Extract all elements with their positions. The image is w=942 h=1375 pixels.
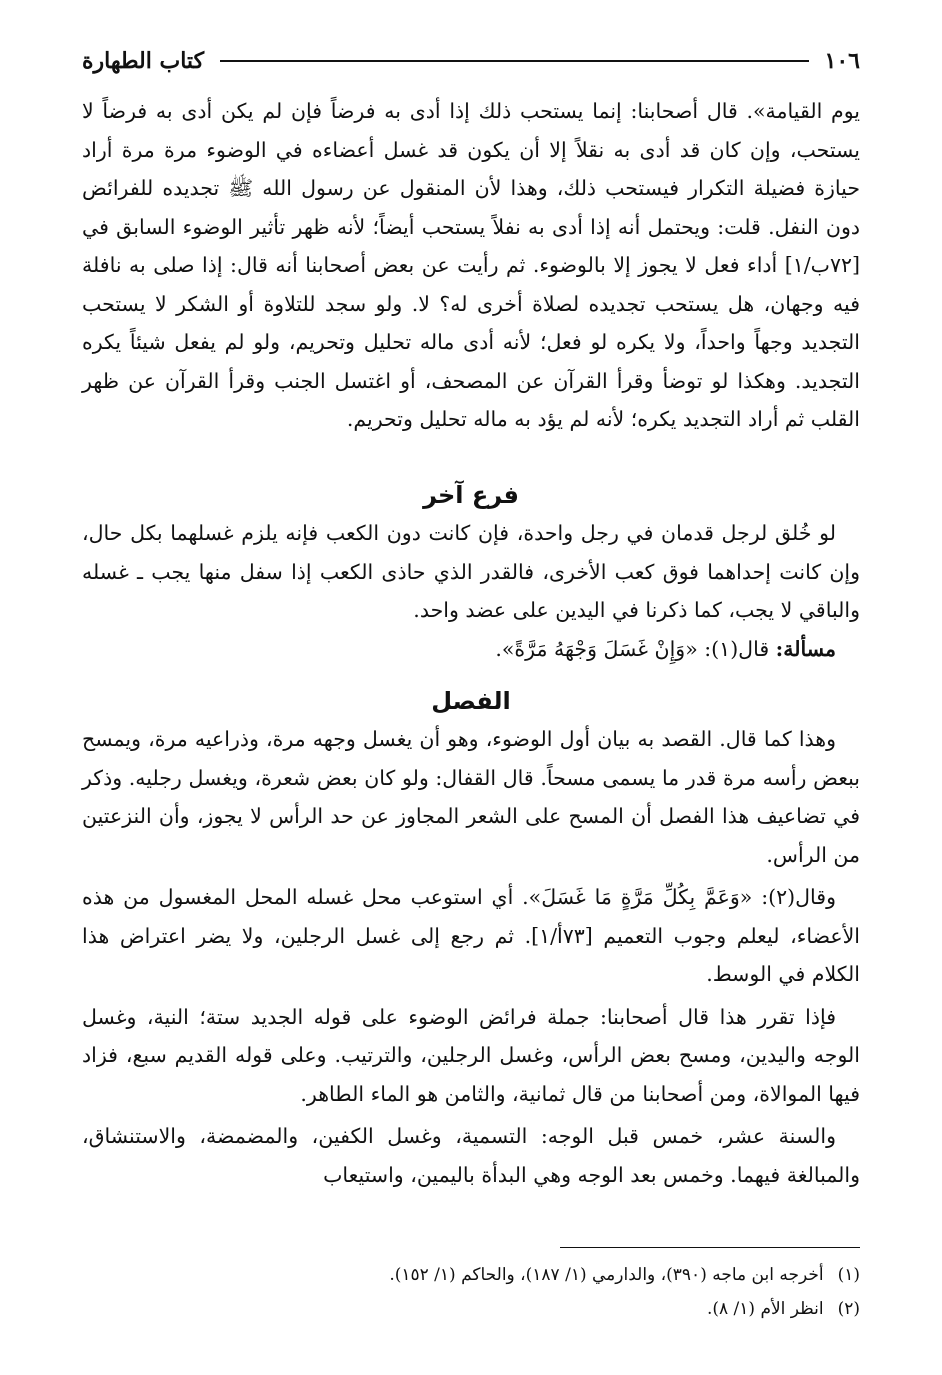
footnote-text: انظر الأم (١/ ٨).	[706, 1299, 824, 1319]
paragraph-qadaman: لو خُلق لرجل قدمان في رجل واحدة، فإن كانت دون الكعب فإنه يلزم غسلهما بكل حال، وإن كانت إحداهما فوق كعب الأخرى، فالقدر الذي حاذى الكعب إذا سفل منها يجب ـ غسله والباقي لا يجب، كما ذكرنا في اليدين على عضد واحد.	[82, 521, 860, 622]
book-title: كتاب الطهارة	[82, 48, 205, 74]
heading-fasl: الفصل	[431, 687, 511, 715]
paragraph-fasl-2: وقال(٢): «وَعَمَّ بِكُلِّ مَرَّةٍ مَا غَسَلَ». أي استوعب محل غسله المحل المغسول من هذه الأعضاء، ليعلم وجوب التعميم [٧٣أ/١]. ثم رجع إلى غسل الرجلين، ولا يضر اعتراض هذا الكلام في الوسط.	[82, 885, 861, 986]
paragraph-tajdid: يوم القيامة». قال أصحابنا: إنما يستحب ذلك إذا أدى به فرضاً فإن لم يكن أدى به فرضاً لا يستحب، وإن كان قد أدى به نقلاً إلا أن يكون قد غسل أعضاءه في الوضوء مرة مرة أراد حيازة فضيلة التكرار فيستحب ذلك، وهذا لأن المنقول عن رسول الله ﷺ تجديده للفرائض دون النفل. قلت: ويحتمل أنه إذا أدى به نفلاً يستحب أيضاً؛ لأنه ظهر تأثير الوضوء السابق في [٧٢ب/١] أداء فعل لا يجوز إلا بالوضوء. ثم رأيت عن بعض أصحابنا أنه قال: إذا صلى به نافلة فيه وجهان، هل يستحب تجديده لصلاة أخرى له؟ لا. ولو سجد للتلاوة أو الشكر لا يستحب التجديد وجهاً واحداً، ولا يكره لو فعل؛ لأنه أدى ماله تحليل وتحريم، ولو لم يفعل شيئاً يكره التجديد. وهكذا لو توضأ وقرأ القرآن عن المصحف، أو اغتسل الجنب وقرأ القرآن عن ظهر القلب ثم أراد التجديد يكره؛ لأنه لم يؤد به ماله تحليل وتحريم.	[82, 99, 860, 431]
footnote-rule	[560, 1247, 860, 1248]
footnote-number: (١)	[837, 1265, 860, 1285]
heading-far-akhar: فرع آخر	[423, 481, 519, 509]
footnote-1	[82, 1258, 860, 1292]
paragraph-fasl-1: وهذا كما قال. القصد به بيان أول الوضوء، وهو أن يغسل وجهه مرة، وذراعيه مرة، ويمسح ببعض رأسه مرة قدر ما يسمى مسحاً. قال القفال: ولو كان بعض شعرة، ويغسل رجليه. وذكر في تضاعيف هذا الفصل أن المسح على الشعر المجاوز عن حد الرأس لا يجوز، وأن النزعتين من الرأس.	[82, 727, 860, 867]
section-2	[82, 476, 860, 668]
masala-label: مسألة:	[775, 636, 836, 661]
footnotes	[82, 1258, 860, 1326]
footnote-number: (٢)	[837, 1299, 860, 1319]
section-1	[82, 92, 860, 439]
footnote-2	[82, 1292, 860, 1326]
page-number: ١٠٦	[824, 48, 860, 74]
paragraph-fasl-3: فإذا تقرر هذا قال أصحابنا: جملة فرائض الوضوء على قوله الجديد ستة؛ النية، وغسل الوجه واليدين، ومسح بعض الرأس، وغسل الرجلين، والترتيب. وعلى قوله القديم سبع، فزاد فيها الموالاة، ومن أصحابنا من قال ثمانية، والثامن هو الماء الطاهر.	[82, 1004, 860, 1106]
masala-text: قال(١): «وَإِنْ غَسَلَ وَجْهَهُ مَرَّةً».	[495, 636, 770, 661]
section-3	[82, 682, 860, 1194]
footnote-text: أخرجه ابن ماجه (٣٩٠)، والدارمي (١/ ١٨٧)، والحاكم (١/ ١٥٢).	[389, 1265, 824, 1285]
paragraph-fasl-4: والسنة عشر، خمس قبل الوجه: التسمية، وغسل الكفين، والمضمضة، والاستنشاق، والمبالغة فيهما. وخمس بعد الوجه وهي البدأة باليمين، واستيعاب	[82, 1124, 860, 1187]
masala-line	[82, 630, 860, 669]
header-rule	[220, 60, 809, 62]
page-header	[82, 44, 860, 78]
